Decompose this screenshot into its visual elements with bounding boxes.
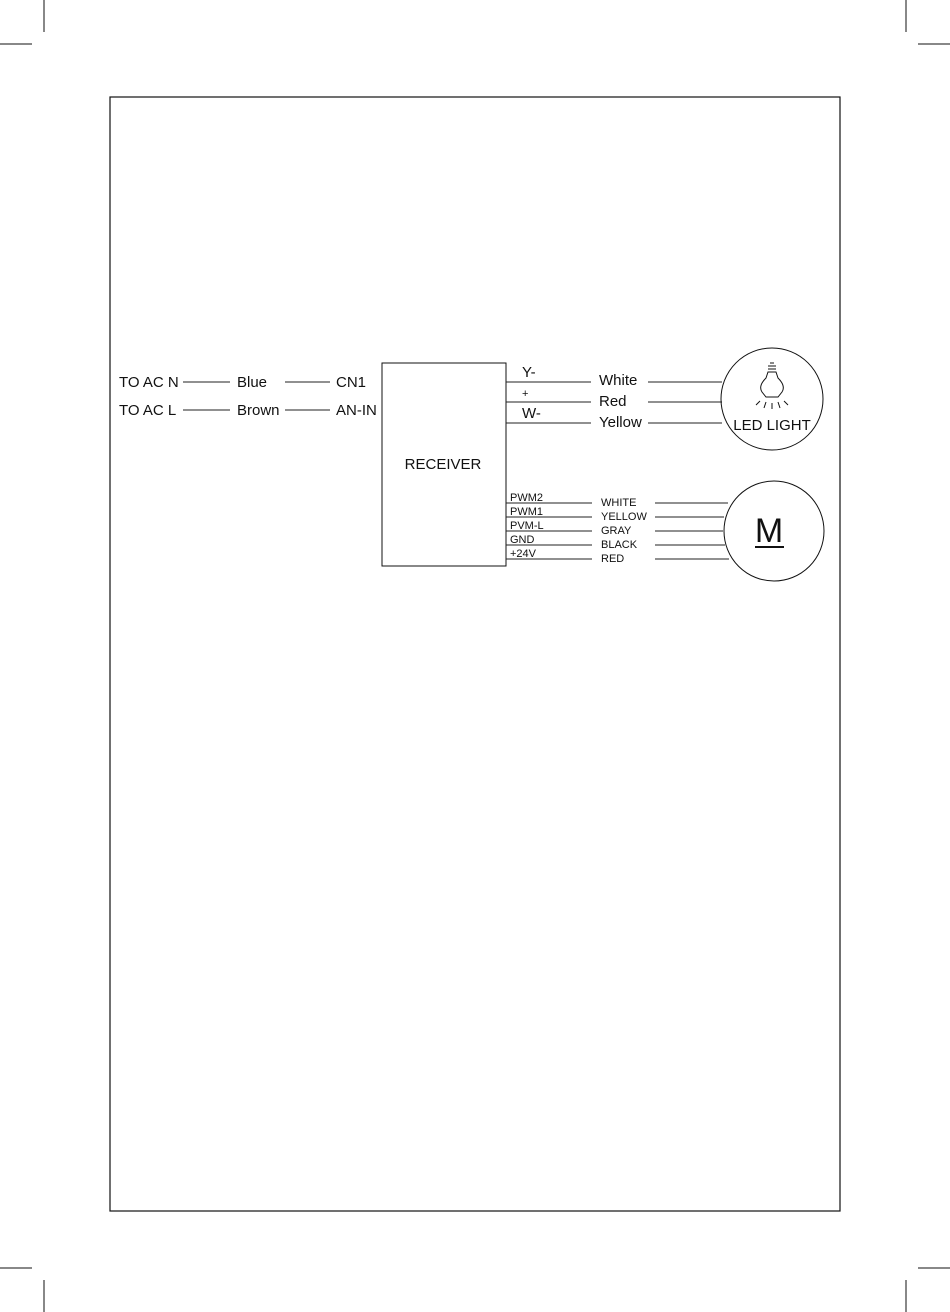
receiver-label: RECEIVER <box>404 456 482 473</box>
motor-terminal-label: GND <box>510 534 535 546</box>
ac-wire-color-label: Brown <box>237 402 280 419</box>
motor-wire-color-label: BLACK <box>601 539 638 551</box>
light-wire-color-label: Red <box>599 393 627 410</box>
led-light <box>721 348 823 450</box>
ac-input-row-l <box>119 402 377 419</box>
motor-wire-color-label: YELLOW <box>601 511 647 523</box>
light-output-row <box>506 364 722 389</box>
light-terminal-label: Y- <box>522 364 536 381</box>
motor-terminal-label: PWM2 <box>510 492 543 504</box>
light-terminal-label: W- <box>522 405 541 422</box>
page-frame <box>110 97 840 1211</box>
led-light-label: LED LIGHT <box>733 417 811 434</box>
ac-source-label: TO AC N <box>119 374 179 391</box>
motor-wire-color-label: RED <box>601 553 625 565</box>
light-wire-color-label: White <box>599 372 638 389</box>
ac-wire-color-label: Blue <box>237 374 268 391</box>
ac-input-row-n <box>119 374 366 391</box>
ac-terminal-label: AN-IN <box>336 402 377 419</box>
motor-wire-color-label: GRAY <box>601 525 632 537</box>
motor-terminal-label: +24V <box>510 548 536 560</box>
light-terminal-label: + <box>522 388 529 400</box>
light-bulb-icon <box>756 363 788 409</box>
motor-terminal-label: PVM-L <box>510 520 544 532</box>
motor-label: M <box>754 512 784 550</box>
ac-terminal-label: CN1 <box>336 374 367 391</box>
motor-terminal-label: PWM1 <box>510 506 543 518</box>
motor <box>724 481 824 581</box>
motor-wire-color-label: WHITE <box>601 497 637 509</box>
ac-source-label: TO AC L <box>119 402 177 419</box>
light-wire-color-label: Yellow <box>599 414 642 431</box>
